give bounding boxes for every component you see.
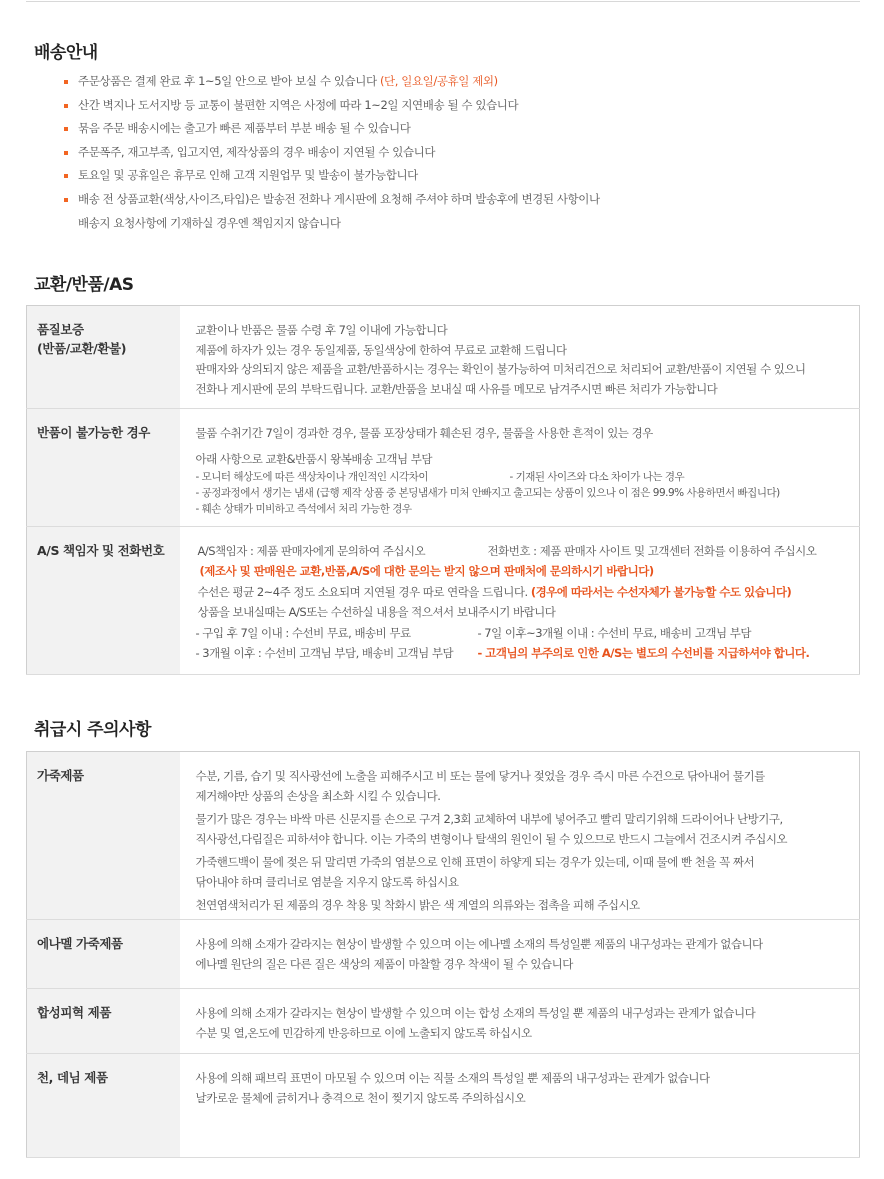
row-header: A/S 책임자 및 전화번호	[27, 527, 180, 675]
care-title: 취급시 주의사항	[34, 720, 151, 740]
bullet-icon	[64, 151, 68, 155]
exchange-table	[26, 305, 860, 675]
care-table	[26, 751, 860, 1158]
table-row	[27, 527, 860, 675]
bullet-icon	[64, 104, 68, 108]
table-row	[27, 306, 860, 409]
list-item: 배송 전 상품교환(색상,사이즈,타입)은 발송전 전화나 게시판에 요청해 주셔야 하며 발송후에 변경된 사항이나 배송지 요청사항에 기재하실 경우엔 책임지지 않습니다	[64, 188, 844, 235]
row-header: 가죽제품	[27, 752, 180, 920]
row-content: 물품 수취기간 7일이 경과한 경우, 물품 포장상태가 훼손된 경우, 물품을 사용한 흔적이 있는 경우 아래 사항으로 교환&반품시 왕복배송 고객님 부담 - 모니터 해상도에 따른 색상차이나 개인적인 시각차이 - 기재된 사이즈와 다소 차이가 나는 경우 - 공정과정에서 생기는 냄새 (급행 제작 상품 중 본딩냄새가 미처 안빠지고 출고되는 상품이 있으나 이 점은 99.9% 사용하면서 빠집니다) - 훼손 상태가 미비하고 즉석에서 처리 가능한 경우	[180, 409, 860, 527]
exchange-title: 교환/반품/AS	[34, 275, 134, 295]
row-content: 사용에 의해 소재가 갈라지는 현상이 발생할 수 있으며 이는 합성 소재의 특성일 뿐 제품의 내구성과는 관계가 없습니다 수분 및 열,온도에 민감하게 반응하므로 이에 노출되지 않도록 하십시오	[180, 989, 860, 1054]
row-header: 에나멜 가죽제품	[27, 920, 180, 989]
list-item: 토요일 및 공휴일은 휴무로 인해 고객 지원업무 및 발송이 불가능합니다	[64, 164, 844, 188]
table-row	[27, 989, 860, 1054]
row-header: 합성피혁 제품	[27, 989, 180, 1054]
list-item: 주문폭주, 재고부족, 입고지연, 제작상품의 경우 배송이 지연될 수 있습니다	[64, 141, 844, 165]
row-header: 반품이 불가능한 경우	[27, 409, 180, 527]
row-content: A/S책임자 : 제품 판매자에게 문의하여 주십시오 전화번호 : 제품 판매자 사이트 및 고객센터 전화를 이용하여 주십시오 (제조사 및 판매원은 교환,반품,A/S에 대한 문의는 받지 않으며 판매처에 문의하시기 바랍니다) 수선은 평균 2~4주 정도 소요되며 지연될 경우 따로 연락을 드립니다. (경우에 따라서는 수선자체가 불가능할 수도 있습니다) 상품을 보내실때는 A/S또는 수선하실 내용을 적으셔서 보내주시기 바랍니다 - 구입 후 7일 이내 : 수선비 무료, 배송비 무료 - 7일 이후~3개월 이내 : 수선비 무료, 배송비 고객님 부담 - 3개월 이후 : 수선비 고객님 부담, 배송비 고객님 부담 - 고객님의 부주의로 인한 A/S는 별도의 수선비를 지급하셔야 합니다.	[180, 527, 860, 675]
holiday-note: (단, 일요일/공휴일 제외)	[379, 74, 498, 88]
table-row	[27, 1054, 860, 1158]
top-divider	[26, 0, 860, 2]
bullet-icon	[64, 127, 68, 131]
row-content: 사용에 의해 패브릭 표면이 마모될 수 있으며 이는 직물 소재의 특성일 뿐 제품의 내구성과는 관계가 없습니다 날카로운 물체에 긁히거나 충격으로 천이 찢기지 않도록 주의하십시오	[180, 1054, 860, 1158]
table-row	[27, 920, 860, 989]
row-header: 천, 데님 제품	[27, 1054, 180, 1158]
table-row	[27, 752, 860, 920]
row-header: 품질보증 (반품/교환/환불)	[27, 306, 180, 409]
row-content: 수분, 기름, 습기 및 직사광선에 노출을 피해주시고 비 또는 물에 닿거나 젖었을 경우 즉시 마른 수건으로 닦아내어 물기를 제거해야만 상품의 손상을 최소화 시킬 수 있습니다. 물기가 많은 경우는 바싹 마른 신문지를 손으로 구겨 2,3회 교체하여 내부에 넣어주고 빨리 말리기위해 드라이어나 난방기구, 직사광선,다림질은 피하셔야 합니다. 이는 가죽의 변형이나 탈색의 원인이 될 수 있으므로 반드시 그늘에서 건조시켜 주십시오 가죽핸드백이 물에 젖은 뒤 말리면 가죽의 염분으로 인해 표면이 하얗게 되는 경우가 있는데, 이때 물에 빤 천을 꼭 짜서 닦아내야 하며 클리너로 염분을 지우지 않도록 하십시요 천연염색처리가 된 제품의 경우 착용 및 착화시 밝은 색 계열의 의류와는 접촉을 피해 주십시오	[180, 752, 860, 920]
shipping-list	[64, 70, 844, 235]
list-item: 산간 벽지나 도서지방 등 교통이 불편한 지역은 사정에 따라 1~2일 지연배송 될 수 있습니다	[64, 94, 844, 118]
shipping-title: 배송안내	[34, 43, 98, 63]
row-content: 교환이나 반품은 물품 수령 후 7일 이내에 가능합니다 제품에 하자가 있는 경우 동일제품, 동일색상에 한하여 무료로 교환해 드립니다 판매자와 상의되지 않은 제품을 교환/반품하시는 경우는 확인이 불가능하여 미처리건으로 처리되어 교환/반품이 지연될 수 있으니 전화나 게시판에 문의 부탁드립니다. 교환/반품을 보내실 때 사유를 메모로 남겨주시면 빠른 처리가 가능합니다	[180, 306, 860, 409]
table-row	[27, 409, 860, 527]
bullet-icon	[64, 80, 68, 84]
list-item: 주문상품은 결제 완료 후 1~5일 안으로 받아 보실 수 있습니다 (단, 일요일/공휴일 제외)	[64, 70, 844, 94]
row-content: 사용에 의해 소재가 갈라지는 현상이 발생할 수 있으며 이는 에나멜 소재의 특성일뿐 제품의 내구성과는 관계가 없습니다 에나멜 원단의 질은 다른 질은 색상의 제품이 마찰할 경우 착색이 될 수 있습니다	[180, 920, 860, 989]
bullet-icon	[64, 198, 68, 202]
list-item: 묶음 주문 배송시에는 출고가 빠른 제품부터 부분 배송 될 수 있습니다	[64, 117, 844, 141]
bullet-icon	[64, 174, 68, 178]
